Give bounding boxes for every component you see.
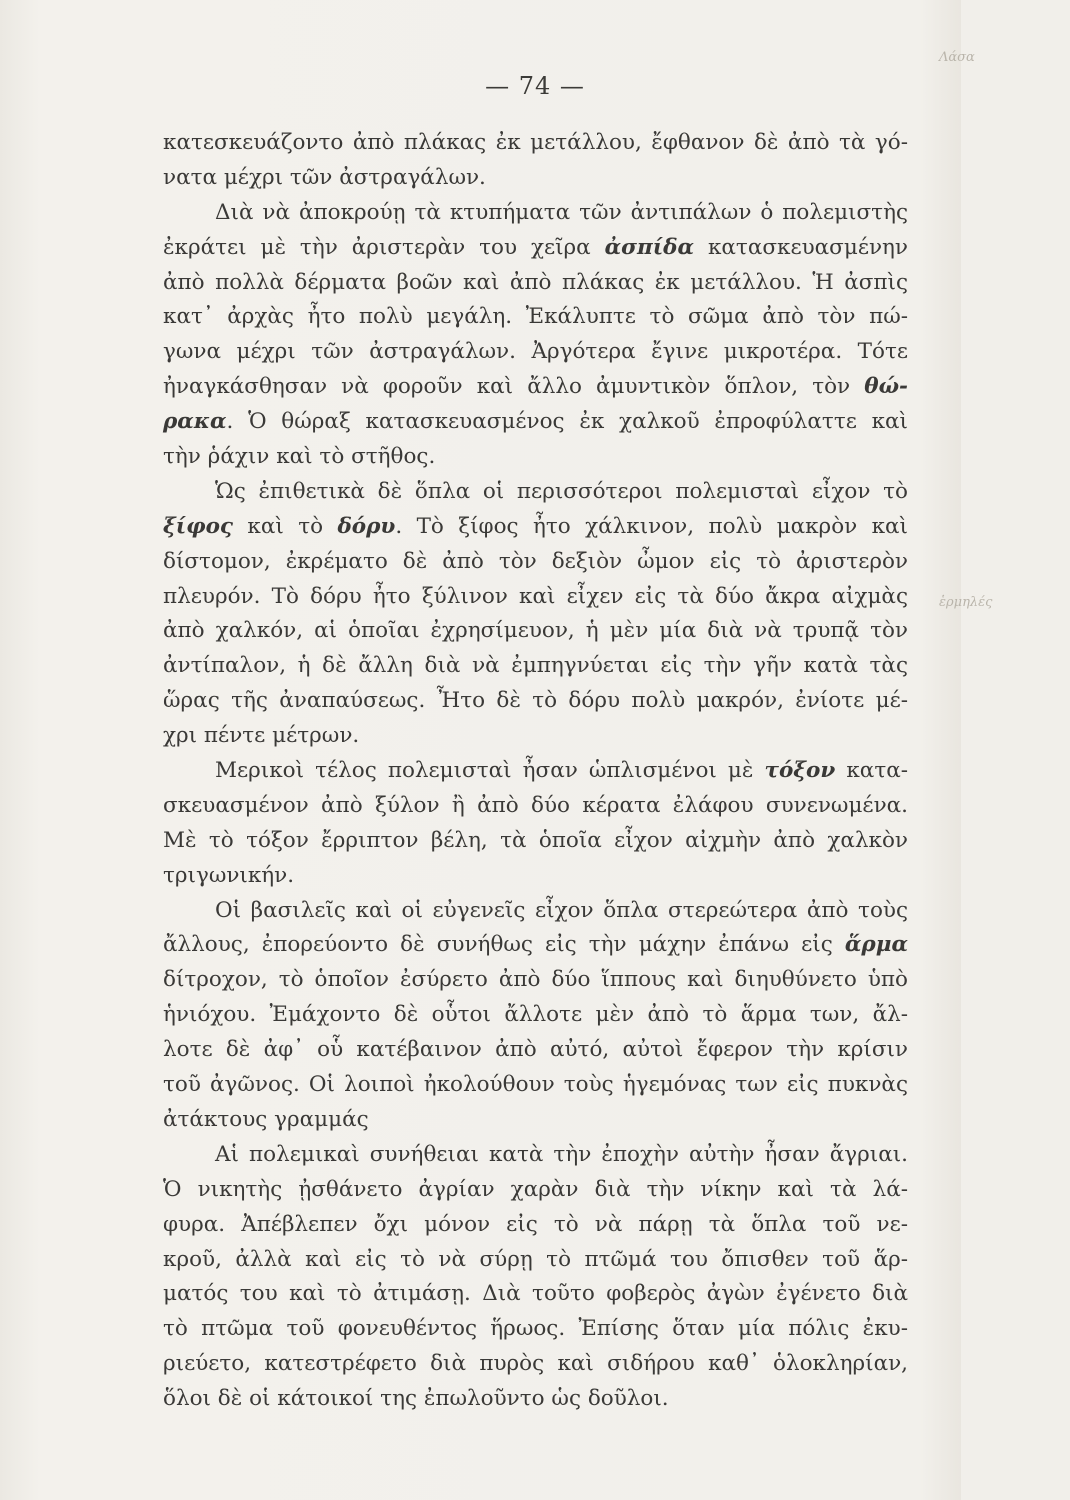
text-segment: Διὰ νὰ ἀποκρούῃ τὰ κτυπήματα τῶν ἀντιπάλων ὁ πολεμιστὴς [215, 199, 908, 225]
text-line [163, 684, 908, 719]
text-line [163, 126, 908, 161]
text-segment: Αἱ πολεμικαὶ συνήθειαι κατὰ τὴν ἐποχὴν αὐτὴν ἦσαν ἄγριαι. [215, 1141, 908, 1167]
text-line [163, 649, 908, 684]
text-segment: γωνα μέχρι τῶν ἀστραγάλων. Ἀργότερα ἔγινε μικροτέρα. Τότε [163, 339, 908, 365]
text-line [163, 440, 908, 475]
emphasized-term: τόξον [764, 758, 836, 784]
text-line [163, 545, 908, 580]
text-segment: χρι πέντε μέτρων. [163, 723, 360, 749]
text-segment: φυρα. Ἀπέβλεπεν ὄχι μόνον εἰς τὸ νὰ πάρῃ τὰ ὅπλα τοῦ νε- [163, 1211, 908, 1237]
emphasized-term: ἅρμα [844, 932, 908, 958]
text-line [163, 580, 908, 615]
text-line [163, 1312, 908, 1347]
text-segment: ἄλλους, ἐπορεύοντο δὲ συνήθως εἰς τὴν μάχην ἐπάνω εἰς [163, 932, 845, 958]
text-segment: καὶ τὸ [233, 513, 338, 539]
text-line [163, 754, 908, 789]
text-segment: σκευασμένον ἀπὸ ξύλον ἢ ἀπὸ δύο κέρατα ἐλάφου συνενωμένα. [163, 792, 908, 818]
text-line [163, 405, 908, 440]
text-line [163, 1103, 908, 1138]
text-segment: ἠναγκάσθησαν νὰ φοροῦν καὶ ἄλλο ἀμυντικὸν ὅπλον, τὸν [163, 374, 865, 400]
text-segment: ἀπὸ πολλὰ δέρματα βοῶν καὶ ἀπὸ πλάκας ἐκ μετάλλου. Ἡ ἀσπὶς [163, 269, 908, 295]
text-segment: Μερικοὶ τέλος πολεμισταὶ ἦσαν ὡπλισμένοι μὲ [215, 758, 765, 784]
text-segment: κατεσκευάζοντο ἀπὸ πλάκας ἐκ μετάλλου, ἔφθανον δὲ ἀπὸ τὰ γό- [163, 130, 908, 155]
text-segment: ἡνιόχου. Ἐμάχοντο δὲ οὗτοι ἄλλοτε μὲν ἀπὸ τὸ ἅρμα των, ἄλ- [163, 1002, 908, 1028]
text-segment: κροῦ, ἀλλὰ καὶ εἰς τὸ νὰ σύρῃ τὸ πτῶμά του ὄπισθεν τοῦ ἅρ- [163, 1246, 908, 1272]
text-line [163, 894, 908, 929]
text-segment: ὥρας τῆς ἀναπαύσεως. Ἦτο δὲ τὸ δόρυ πολὺ μακρόν, ἐνίοτε μέ- [163, 688, 908, 714]
text-line [163, 1208, 908, 1243]
bleed-through-text-middle: ἑρμηλές [939, 595, 993, 610]
text-segment: τοῦ ἀγῶνος. Οἱ λοιποὶ ἠκολούθουν τοὺς ἡγεμόνας των εἰς πυκνὰς [163, 1072, 908, 1098]
text-segment: ἀντίπαλον, ἡ δὲ ἄλλη διὰ νὰ ἐμπηγνύεται εἰς τὴν γῆν κατὰ τὰς [163, 653, 908, 679]
text-segment: . Ὁ θώραξ κατασκευασμένος ἐκ χαλκοῦ ἐπροφύλαττε καὶ [226, 409, 908, 435]
text-line [163, 1173, 908, 1208]
text-line [163, 196, 908, 231]
page-number: — 74 — [485, 72, 585, 100]
emphasized-term: ρακα [163, 409, 227, 435]
text-segment: ματός του καὶ τὸ ἀτιμάσῃ. Διὰ τοῦτο φοβερὸς ἀγὼν ἐγένετο διὰ [163, 1281, 908, 1307]
text-segment: κατ᾿ ἀρχὰς ἦτο πολὺ μεγάλη. Ἐκάλυπτε τὸ σῶμα ἀπὸ τὸν πώ- [163, 304, 908, 330]
text-segment: Ὁ νικητὴς ᾐσθάνετο ἀγρίαν χαρὰν διὰ τὴν νίκην καὶ τὰ λά- [163, 1176, 908, 1202]
text-line [163, 300, 908, 335]
emphasized-term: θώ- [864, 374, 908, 400]
bleed-through-text-top: Λάσα [939, 50, 975, 65]
body-text [163, 126, 908, 1417]
text-line [163, 161, 908, 196]
text-line [163, 719, 908, 754]
text-segment: ριεύετο, κατεστρέφετο διὰ πυρὸς καὶ σιδήρου καθ᾿ ὁλοκληρίαν, [163, 1351, 908, 1377]
text-line [163, 1347, 908, 1382]
text-segment: δίτροχον, τὸ ὁποῖον ἐσύρετο ἀπὸ δύο ἵππους καὶ διηυθύνετο ὑπὸ [163, 967, 908, 993]
text-segment: Οἱ βασιλεῖς καὶ οἱ εὐγενεῖς εἶχον ὅπλα στερεώτερα ἀπὸ τοὺς [215, 897, 908, 923]
text-line [163, 231, 908, 266]
text-line [163, 1068, 908, 1103]
text-line [163, 824, 908, 859]
text-line [163, 510, 908, 545]
text-line [163, 614, 908, 649]
text-segment: ἀπὸ χαλκόν, αἱ ὁποῖαι ἐχρησίμευον, ἡ μὲν μία διὰ νὰ τρυπᾷ τὸν [163, 618, 908, 644]
text-line [163, 266, 908, 301]
text-line [163, 789, 908, 824]
text-line [163, 928, 908, 963]
text-line [163, 335, 908, 370]
text-line [163, 998, 908, 1033]
text-line [163, 1033, 908, 1068]
text-segment: νατα μέχρι τῶν ἀστραγάλων. [163, 164, 486, 190]
text-line [163, 1277, 908, 1312]
text-line [163, 963, 908, 998]
text-segment: . Τὸ ξίφος ἦτο χάλκινον, πολὺ μακρὸν καὶ [395, 513, 908, 539]
text-segment: ἀτάκτους γραμμάς [163, 1106, 369, 1132]
text-segment: δίστομον, ἐκρέματο δὲ ἀπὸ τὸν δεξιὸν ὦμον εἰς τὸ ἀριστερὸν [163, 548, 908, 574]
text-segment: πλευρόν. Τὸ δόρυ ἦτο ξύλινον καὶ εἶχεν εἰς τὰ δύο ἄκρα αἰχμὰς [163, 583, 908, 609]
text-segment: λοτε δὲ ἀφ᾿ οὗ κατέβαινον ἀπὸ αὐτό, αὐτοὶ ἔφερον τὴν κρίσιν [163, 1037, 908, 1063]
text-segment: ὅλοι δὲ οἱ κάτοικοί της ἐπωλοῦντο ὡς δοῦλοι. [163, 1386, 669, 1412]
text-line [163, 1243, 908, 1278]
text-segment: τὴν ῥάχιν καὶ τὸ στῆθος. [163, 444, 436, 470]
text-line [163, 475, 908, 510]
text-segment: Μὲ τὸ τόξον ἔρριπτον βέλη, τὰ ὁποῖα εἶχον αἰχμὴν ἀπὸ χαλκὸν [163, 827, 908, 853]
text-line [163, 370, 908, 405]
text-segment: κατασκευασμένην [694, 234, 908, 260]
text-line [163, 1138, 908, 1173]
text-segment: τριγωνικήν. [163, 862, 295, 888]
text-line [163, 859, 908, 894]
emphasized-term: δόρυ [337, 513, 396, 539]
emphasized-term: ξίφος [163, 513, 234, 539]
text-segment: κατα- [835, 758, 909, 784]
text-segment: τὸ πτῶμα τοῦ φονευθέντος ἥρωος. Ἐπίσης ὅταν μία πόλις ἐκυ- [163, 1316, 908, 1342]
emphasized-term: ἀσπίδα [604, 234, 695, 260]
text-segment: Ὡς ἐπιθετικὰ δὲ ὅπλα οἱ περισσότεροι πολεμισταὶ εἶχον τὸ [215, 478, 908, 504]
text-line [163, 1382, 908, 1417]
text-segment: ἐκράτει μὲ τὴν ἀριστερὰν του χεῖρα [163, 234, 605, 260]
